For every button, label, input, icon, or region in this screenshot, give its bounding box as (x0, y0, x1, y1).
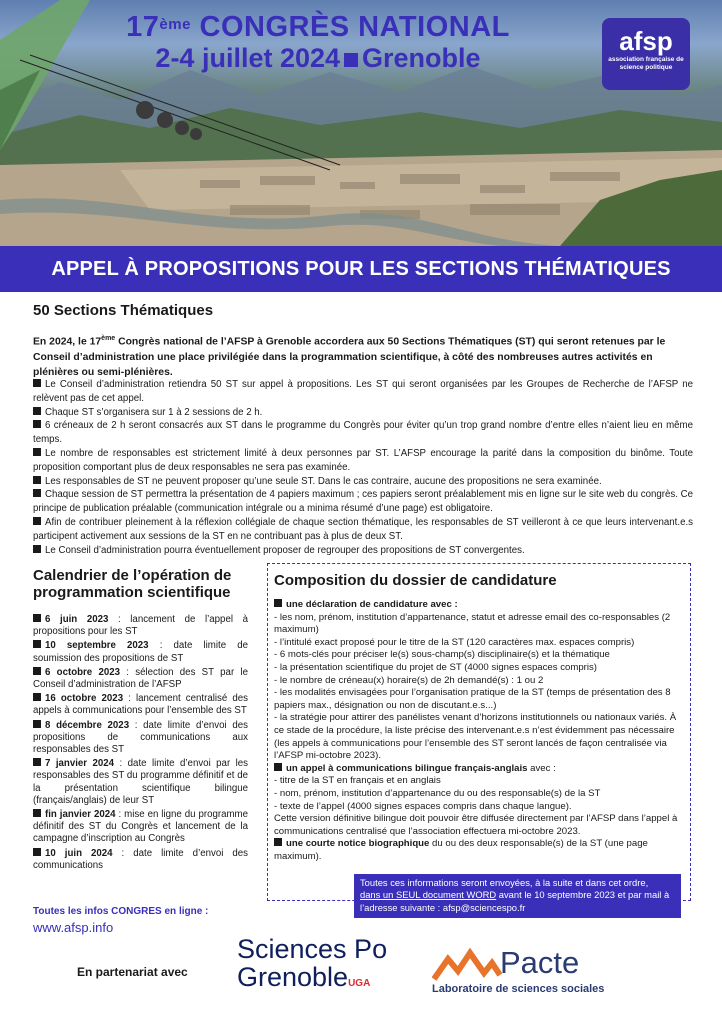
uga-mark: UGA (348, 978, 371, 989)
rule-text: Afin de contribuer pleinement à la réflexion collégiale de chaque section thématique, les responsables de ST veilleront à ce que leurs intervenant.e.s participent activement aux sessions de la ST en ne contribuant pas à plus de deux ST. (33, 516, 693, 542)
rule-text: Le nombre de responsables est strictement limité à deux personnes par ST. L’AFSP encourage la parité dans la composition du binôme. Toute proposition comportant plus de deux responsables ne sera pas examinée. (33, 447, 693, 473)
calendar-text: : date limite de soumission des propositions de ST (33, 640, 248, 664)
rule-text: Chaque session de ST permettra la présentation de 4 papiers maximum ; ces papiers seront préalablement mis en ligne sur le site web du congrès. Ce principe de publication préalable (communication intégrale ou a minima résumé d’une page) est obligatoire. (33, 489, 693, 515)
partner-label: En partenariat avec (77, 965, 188, 979)
congress-name: CONGRÈS NATIONAL (199, 11, 510, 43)
square-bullet-icon (274, 763, 282, 771)
dossier-heading-suffix: avec : (527, 762, 556, 774)
dossier-title: Composition du dossier de candidature (274, 572, 557, 589)
dossier-line: - les modalités envisagées pour l’organisation pratique de la ST (temps de présentation des 8 papiers max., désignation ou non de discutant.e.s...) (274, 687, 671, 711)
rule-item (33, 378, 693, 406)
calendar-title: Calendrier de l’opération de programmation scientifique (33, 567, 232, 601)
calendar-date: 6 octobre 2023 (45, 666, 121, 678)
calendar-item (33, 693, 248, 717)
rules-list (33, 378, 693, 557)
dossier-line: Cette version définitive bilingue doit pouvoir être diffusée directement par l’AFSP dans l’appel à communications centralisé que l’association effectuera mi-octobre 2023. (274, 813, 678, 837)
pacte-name: Pacte (500, 945, 580, 980)
rule-item (33, 544, 693, 558)
intro-sup: ème (101, 335, 116, 342)
rule-item (33, 419, 693, 447)
square-bullet-icon (274, 838, 282, 846)
square-bullet-icon (274, 599, 282, 607)
dossier-line: - le nombre de créneau(x) horaire(s) de 2h demandé(s) : 1 ou 2 (274, 674, 544, 686)
website-link[interactable]: www.afsp.info (33, 920, 114, 935)
dossier-line: - la présentation scientifique du projet de ST (4000 signes espaces compris) (274, 661, 597, 673)
afsp-logo (602, 18, 690, 90)
rule-text: Chaque ST s’organisera sur 1 à 2 sessions de 2 h. (45, 406, 263, 418)
section-title: 50 Sections Thématiques (33, 302, 214, 319)
dossier-line: - la stratégie pour attirer des panélistes venant d’horizons institutionnels ou nationaux variés. À ce stade de la procédure, la liste précise des intervenant.e.s n’est évidemment pas nécessaire (les appels à communications pour l’ensemble des ST seront lancés de façon centralisée via l’AFSP mi-octobre 2023). (274, 712, 677, 762)
square-bullet-icon (344, 53, 358, 67)
square-bullet-icon (33, 758, 41, 766)
rule-item (33, 447, 693, 475)
square-bullet-icon (33, 420, 41, 428)
calendar-date: 7 janvier 2024 (45, 758, 115, 770)
square-bullet-icon (33, 476, 41, 484)
rule-text: Le Conseil d’administration pourra éventuellement proposer de regrouper des propositions de ST convergentes. (45, 544, 525, 556)
online-info-label: Toutes les infos CONGRES en ligne : (33, 906, 209, 917)
rule-text: Les responsables de ST ne peuvent proposer qu’une seule ST. Dans le cas contraire, aucune des propositions ne sera examinée. (45, 475, 602, 487)
dossier-line: - 6 mots-clés pour préciser le(s) sous-champ(s) disciplinaire(s) et la thématique (274, 649, 610, 661)
intro-paragraph (33, 331, 693, 381)
calendar-text: : lancement centralisé des appels à communications pour l’ensemble des ST (33, 693, 248, 717)
calendar-text: : mise en ligne du programme définitif des ST du Congrès et lancement de la campagne d’inscription au Congrès (33, 809, 248, 845)
square-bullet-icon (33, 667, 41, 675)
calendar-text: : lancement de l’appel à propositions pour les ST (33, 614, 248, 638)
intro-part1: En 2024, le 17 (33, 336, 102, 348)
calendar-item (33, 640, 248, 664)
pacte-mountains-icon (432, 947, 502, 983)
dossier-line: - l’intitulé exact proposé pour le titre de la ST (120 caractères max. espaces compris) (274, 636, 635, 648)
sciencespo-line1: Sciences Po (237, 934, 388, 964)
square-bullet-icon (33, 720, 41, 728)
dossier-body (274, 599, 686, 863)
dossier-heading-text: un appel à communications bilingue français-anglais (286, 762, 528, 774)
calendar-date: 10 juin 2024 (45, 847, 113, 859)
sciencespo-line2: Grenoble (237, 962, 349, 992)
rule-item (33, 406, 693, 420)
rule-text: 6 créneaux de 2 h seront consacrés aux ST dans le programme du Congrès pour éviter qu’un trop grand nombre d’entre elles n’aient lieu en même temps. (33, 420, 693, 446)
calendar-date: 8 décembre 2023 (45, 719, 130, 731)
hero-image (0, 0, 722, 246)
dossier-heading (274, 599, 686, 612)
afsp-logo-name: afsp (619, 26, 673, 56)
dossier-heading-text: une déclaration de candidature avec : (286, 599, 458, 610)
square-bullet-icon (33, 448, 41, 456)
square-bullet-icon (33, 545, 41, 553)
congress-city: Grenoble (362, 43, 481, 73)
sciencespo-grenoble-logo (237, 935, 407, 998)
dossier-heading (274, 763, 686, 776)
rule-item (33, 488, 693, 516)
intro-part2: Congrès national de l’AFSP à Grenoble accordera aux 50 Sections Thématiques (ST) qui seront retenues par le Conseil d’administration une place privilégiée dans la programmation scientifique, à côté des nombreuses autres activités en plénières ou semi-plénières. (33, 336, 666, 379)
calendar-item (33, 667, 248, 691)
submission-note (354, 874, 681, 918)
pacte-tagline: Laboratoire de sciences sociales (432, 983, 605, 995)
calendar-text: : sélection des ST par le Conseil d’administration de l’AFSP (33, 666, 248, 691)
dossier-heading-suffix: du ou des deux responsable(s) de la ST (une page maximum). (274, 838, 648, 862)
congress-title (118, 12, 518, 74)
square-bullet-icon (33, 489, 41, 497)
calendar-text: : date limite d’envoi des propositions de communications aux responsables des ST (33, 719, 248, 756)
calendar-item (33, 848, 248, 872)
square-bullet-icon (33, 848, 41, 856)
calendar-list (33, 614, 248, 874)
dossier-line: - texte de l’appel (4000 signes espaces compris dans chaque langue). (274, 800, 572, 812)
rule-item (33, 516, 693, 544)
square-bullet-icon (33, 379, 41, 387)
calendar-item (33, 614, 248, 638)
square-bullet-icon (33, 407, 41, 415)
calendar-date: 16 octobre 2023 (45, 693, 124, 705)
dossier-line: - nom, prénom, institution d’appartenance du ou des responsable(s) de la ST (274, 787, 601, 799)
dossier-line: - les nom, prénom, institution d’appartenance, statut et adresse email des co-responsables (2 maximum) (274, 611, 671, 636)
square-bullet-icon (33, 809, 41, 817)
congress-number: 17 (126, 11, 160, 43)
dossier-heading-text: une courte notice biographique (286, 838, 430, 850)
congress-dates: 2-4 juillet 2024 (155, 43, 341, 73)
rule-text: Le Conseil d’administration retiendra 50 ST sur appel à propositions. Les ST qui seront organisées par les Groupes de Recherche de l’AFSP ne relèvent pas de cet appel. (33, 379, 693, 404)
calendar-text: : date limite d’envoi des communications (33, 847, 248, 871)
call-banner: APPEL À PROPOSITIONS POUR LES SECTIONS THÉMATIQUES (0, 246, 722, 292)
note-underlined: dans un SEUL document WORD (360, 889, 497, 901)
calendar-date: 10 septembre 2023 (45, 640, 149, 652)
calendar-date: fin janvier 2024 (45, 809, 116, 821)
square-bullet-icon (33, 614, 41, 622)
calendar-item (33, 809, 248, 846)
afsp-logo-subtitle: association française de science politique (608, 56, 684, 71)
square-bullet-icon (33, 693, 41, 701)
congress-number-suffix: ème (159, 16, 191, 33)
dossier-heading (274, 838, 686, 863)
dossier-line: - titre de la ST en français et en anglais (274, 775, 441, 787)
square-bullet-icon (33, 640, 41, 648)
note-rest: avant le 10 septembre 2023 et par mail à l’adresse suivante : afsp@sciencespo.fr (360, 889, 670, 913)
calendar-item (33, 758, 248, 807)
calendar-date: 6 juin 2023 (45, 614, 109, 625)
square-bullet-icon (33, 517, 41, 525)
calendar-text: : date limite d’envoi par les responsables des ST du programme définitif et de la présentation scientifique bilingue (français/anglais) de leur ST (33, 758, 248, 806)
calendar-item (33, 720, 248, 757)
rule-item (33, 475, 693, 489)
note-line1: Toutes ces informations seront envoyées, à la suite et dans cet ordre, (360, 877, 649, 888)
